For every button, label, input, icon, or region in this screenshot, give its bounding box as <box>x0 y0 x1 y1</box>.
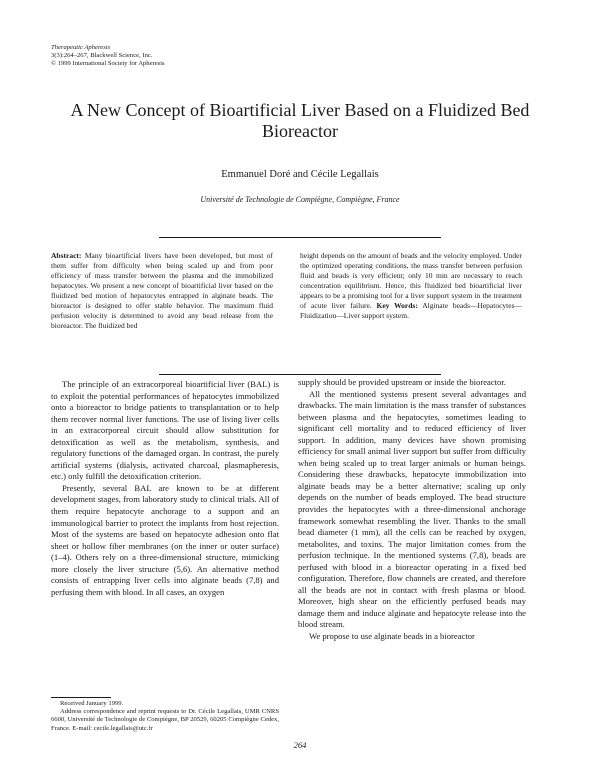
body-paragraph: supply should be provided upstream or inside the bioreactor. <box>298 377 506 387</box>
abstract-right-column <box>300 251 522 321</box>
body-paragraph: The principle of an extracorporeal bioartificial liver (BAL) is to exploit the potential performances of hepatocytes immobilized onto a bioreactor to bridge patients to transplantation or to help them recover normal liver functions. The use of living liver cells in an extracorporeal circuit should allow substitution for detoxification as well as the metabolism, synthesis, and regulatory functions of the damaged organ. In contrast, the purely artificial systems (dialysis, activated charcoal, plasmapheresis, etc.) only fulfill the detoxification criterion. <box>51 379 279 482</box>
abstract-left-text: Many bioartificial livers have been developed, but most of them suffer from difficulty when being scaled up and from poor efficiency of mass transfer between the plasma and the immobilized hepatocytes. We present a new concept of bioartificial liver based on the fluidized bed motion of hepatocytes entrapped in alginate beads. The bioreactor is designed to offer stable behavior. The maximum fluid perfusion velocity is determined to avoid any bead release from the bioreactor. The fluidized bed <box>51 251 274 330</box>
journal-header <box>51 44 311 68</box>
abstract-left-column <box>51 251 273 331</box>
abstract-label: Abstract: <box>51 251 82 260</box>
article-authors: Emmanuel Doré and Cécile Legallais <box>221 169 379 180</box>
author-affiliation: Université de Technologie de Compiègne, Compiègne, France <box>200 195 400 204</box>
abstract-right-text: height depends on the amount of beads and the velocity employed. Under the optimized operating conditions, the mass transfer between perfusion fluid and beads is very efficient; only 10 min are necessary to reach concentration equilibrium. Hence, this fluidized bed bioartificial liver appears to be a promising tool for a liver support system in the treatment of acute liver failure. <box>300 251 522 310</box>
journal-name: Therapeutic Apheresis <box>51 44 111 51</box>
body-right-column <box>298 377 526 643</box>
body-left-column <box>51 379 279 598</box>
abstract-top-rule <box>159 237 441 238</box>
page-number: 264 <box>293 740 307 750</box>
keywords-label: Key Words: <box>376 301 418 310</box>
body-paragraph: We propose to use alginate beads in a bioreactor <box>309 631 475 642</box>
footnotes <box>51 700 279 733</box>
journal-copyright: © 1999 International Society for Apheresis <box>51 60 165 67</box>
footnote-rule <box>51 697 111 698</box>
body-paragraph: All the mentioned systems present several advantages and drawbacks. The main limitation is the mass transfer of substances between plasma and the hepatocytes, sometimes leading to significant cell mortality and to reduced efficiency of liver support. In addition, many devices have shown promising efficiency for small animal liver support but suffer from difficulty when being scaled up to treat larger animals or human beings. Considering these drawbacks, hepatocyte immobilization into alginate beads may be a better alternative; scaling up only depends on the number of beads employed. The bead structure provides the hepatocytes with a three-dimensional anchorage framework somewhat resembling the liver. Thanks to the small bead diameter (1 mm), all the cells can be reached by oxygen, metabolites, and toxins. The major limitation comes from the perfusion technique. In the mentioned systems (7,8), beads are perfused with blood in a bioreactor operating in a fixed bed configuration. Therefore, flow channels are created, and therefore all the beads are not in contact with fresh plasma or blood. Moreover, high shear on the efficiently perfused beads may damage them and induce alginate and hepatocyte release into the blood stream. <box>298 388 526 630</box>
abstract-bottom-rule <box>159 374 441 375</box>
article-title: A New Concept of Bioartificial Liver Based on a Fluidized Bed Bioreactor <box>70 100 530 141</box>
footnote-correspondence: Address correspondence and reprint requests to Dr. Cécile Legallais, UMR CNRS 6600, Université de Technologie de Compiègne, BP 20529, 60205 Compiègne Cedex, France. E-mail: cecile.legallais@utc.fr <box>51 708 279 732</box>
journal-citation: 3(3):264–267, Blackwell Science, Inc. <box>51 52 153 59</box>
keywords-text: Alginate beads—Hepatocytes—Fluidization—Liver support system. <box>300 301 522 320</box>
body-paragraph: Presently, several BAL are known to be at different development stages, from laboratory study to clinical trials. All of them require hepatocyte anchorage to a support and an immunological barrier to protect the implants from host rejection. Most of the systems are based on hepatocyte adhesion onto flat sheet or hollow fiber membranes (on the inner or outer surface) (1–4). Others rely on a three-dimensional structure, mimicking more closely the liver structure (5,6). An alternative method consists of entrapping liver cells into alginate beads (7,8) and perfusing them with blood. In all cases, an oxygen <box>51 482 279 597</box>
footnote-received: Received January 1999. <box>60 700 124 707</box>
